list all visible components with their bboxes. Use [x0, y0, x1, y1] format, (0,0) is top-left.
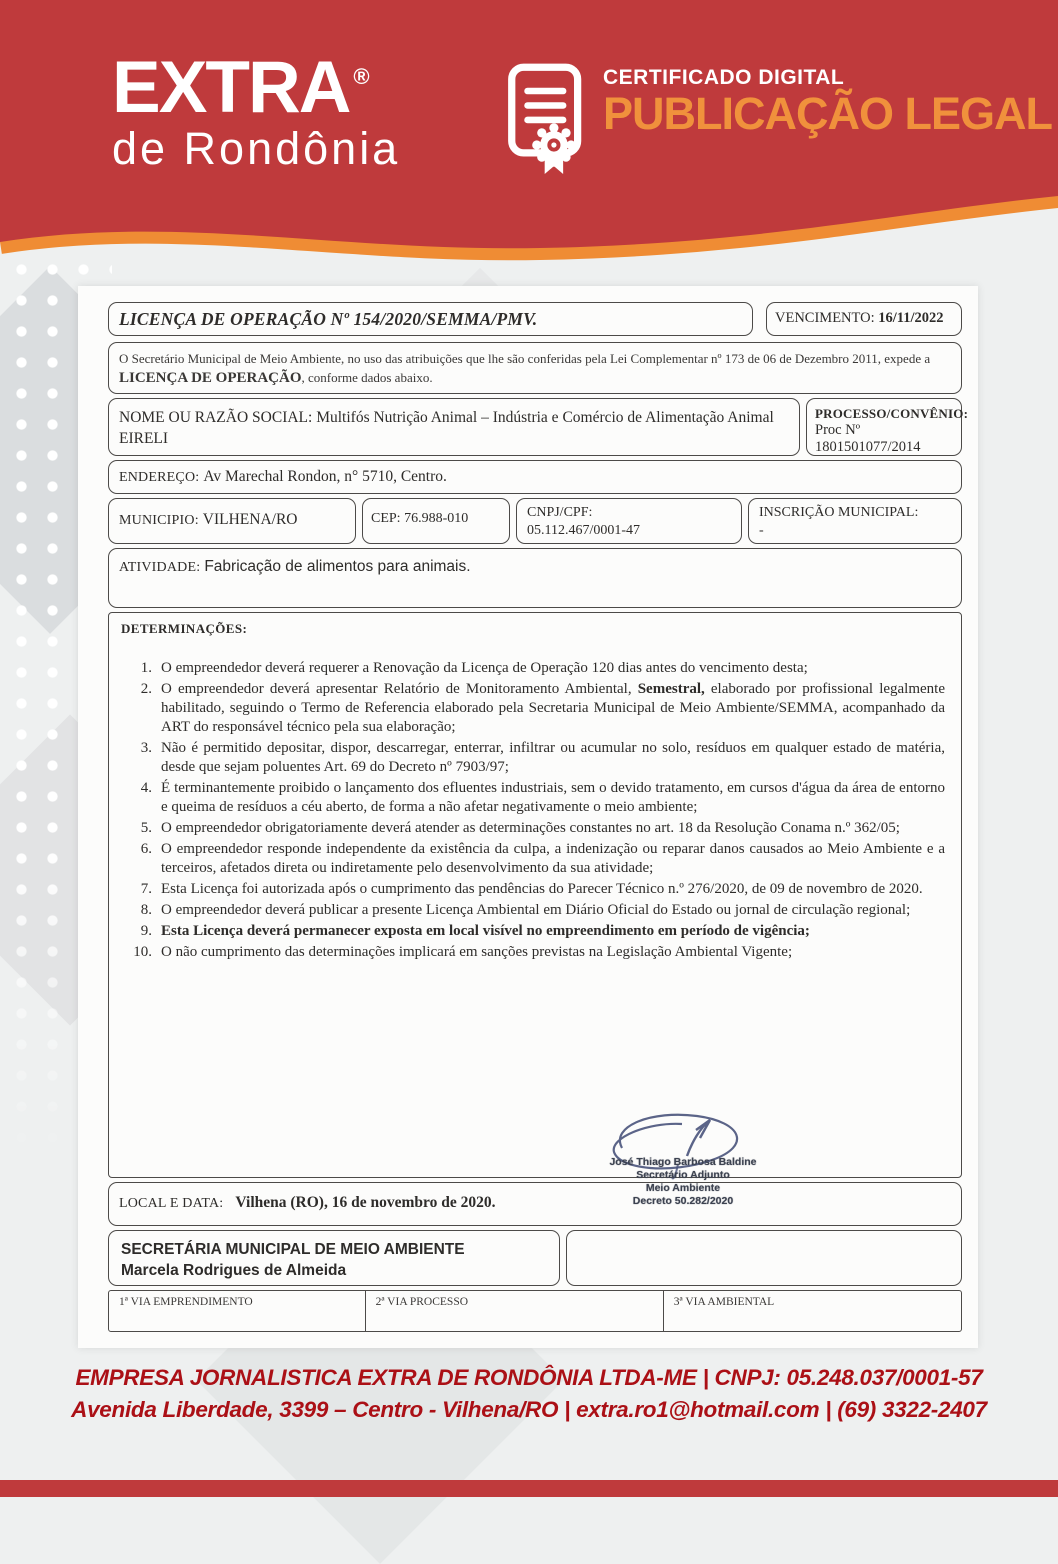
bottom-red-bar — [0, 1480, 1058, 1497]
atividade-label: ATIVIDADE: — [119, 560, 201, 575]
certificate-icon — [505, 62, 587, 174]
intro-text-end: , conforme dados abaixo. — [301, 370, 433, 385]
determinacoes-label: DETERMINAÇÕES: — [121, 621, 248, 636]
determination-item: 6. O empreendedor responde independente da existência da culpa, a indenização ou reparar danos causados ao Meio Ambiente e a terceiros, afetados direta ou indiretamente pelo desenvolvimento da sua atividade; — [140, 841, 945, 876]
determination-item: 3. Não é permitido depositar, dispor, descarregar, enterrar, infiltrar ou acumular no solo, resíduos em qualquer estado de matéria, desde que sejam poluentes Art. 69 do Decreto nº 7903/97; — [140, 740, 945, 775]
secretaria-title: SECRETÁRIA MUNICIPAL DE MEIO AMBIENTE — [121, 1241, 465, 1258]
processo-label: PROCESSO/CONVÊNIO: — [815, 406, 969, 421]
license-title-box — [108, 302, 753, 336]
newspaper-logo — [112, 47, 401, 174]
endereco-value: Av Marechal Rondon, n° 5710, Centro. — [203, 468, 447, 485]
signature-empty-box — [566, 1230, 962, 1286]
vias-box — [108, 1290, 962, 1332]
cep-box — [362, 498, 510, 544]
determination-item: 2. O empreendedor deverá apresentar Relatório de Monitoramento Ambiental, Semestral, elaborado por profissional legalmente habilitado, seguindo o Termo de Referencia elaborado pela Secretaria Municipal de Meio Ambiente/SEMMA, acompanhado da ART do responsável técnico pela sua elaboração; — [140, 681, 945, 735]
local-data-label: LOCAL E DATA: — [119, 1196, 224, 1211]
via-cell: 1ª VIA EMPRENDIMENTO — [119, 1296, 253, 1308]
secretaria-name: Marcela Rodrigues de Almeida — [121, 1262, 347, 1279]
via-cell: 3ª VIA AMBIENTAL — [663, 1291, 961, 1331]
atividade-value: Fabricação de alimentos para animais. — [204, 558, 471, 575]
cnpj-value: 05.112.467/0001-47 — [527, 523, 641, 538]
footer — [0, 1362, 1058, 1426]
logo-title: EXTRA — [112, 47, 350, 128]
municipio-label: MUNICIPIO: — [119, 513, 199, 528]
certificate-digital-label: CERTIFICADO DIGITAL — [603, 66, 845, 89]
determination-item: 10. O não cumprimento das determinações implicará em sanções previstas na Legislação Ambiental Vigente; — [133, 944, 793, 960]
vencimento-label: VENCIMENTO: — [775, 310, 875, 326]
intro-box — [108, 342, 962, 394]
secretaria-box — [108, 1230, 560, 1286]
processo-value: Proc Nº 1801501077/2014 — [815, 422, 921, 455]
logo-subtitle: de Rondônia — [112, 123, 401, 174]
determination-item: 9. Esta Licença deverá permanecer exposta em local visível no empreendimento em período de vigência; — [140, 923, 810, 939]
footer-address-line: Avenida Liberdade, 3399 – Centro - Vilhena/RO | extra.ro1@hotmail.com | (69) 3322-2407 — [71, 1397, 987, 1422]
determination-item: 1. O empreendedor deverá requerer a Renovação da Licença de Operação 120 dias antes do vencimento desta; — [140, 660, 808, 676]
endereco-box — [108, 460, 962, 494]
determinacoes-list — [121, 659, 949, 962]
endereco-label: ENDEREÇO: — [119, 470, 200, 485]
local-data-box — [108, 1182, 962, 1226]
signature-stamp — [568, 1156, 798, 1208]
inscricao-box — [748, 498, 962, 544]
cep-value: 76.988-010 — [404, 511, 469, 526]
razao-social-label: NOME OU RAZÃO SOCIAL: — [119, 409, 313, 426]
cep-label: CEP: — [371, 511, 401, 526]
razao-social-value: Multifós Nutrição Animal – Indústria e Comércio de Alimentação Animal EIRELI — [119, 409, 774, 447]
cnpj-box — [516, 498, 742, 544]
stamp-line: Meio Ambiente — [645, 1182, 721, 1194]
inscricao-value: - — [759, 523, 764, 538]
vencimento-box — [766, 302, 962, 336]
determinacoes-box — [108, 612, 962, 1178]
local-data-value: Vilhena (RO), 16 de novembro de 2020. — [235, 1194, 496, 1211]
determination-item: 7. Esta Licença foi autorizada após o cumprimento das pendências do Parecer Técnico n.º 276/2020, de 09 de novembro de 2020. — [140, 881, 923, 897]
determination-item: 4. É terminantemente proibido o lançamento dos efluentes industriais, sem o devido tratamento, em cursos d'água da área de entorno e queima de resíduos a céu aberto, de forma a não afetar negativamente o meio ambiente; — [140, 780, 945, 815]
razao-social-box — [108, 398, 800, 456]
intro-bold: LICENÇA DE OPERAÇÃO — [119, 370, 302, 386]
municipio-box — [108, 498, 356, 544]
intro-text: O Secretário Municipal de Meio Ambiente, no uso das atribuições que lhe são conferidas pela Lei Complementar nº 173 de 06 de Dezembro 2011, expede a — [119, 351, 931, 366]
processo-box — [806, 398, 969, 456]
determination-item: 8. O empreendedor deverá publicar a presente Licença Ambiental em Diário Oficial do Estado ou jornal de circulação regional; — [140, 902, 911, 918]
via-cell: 2ª VIA PROCESSO — [365, 1291, 663, 1331]
inscricao-label: INSCRIÇÃO MUNICIPAL: — [759, 505, 919, 520]
license-title: LICENÇA DE OPERAÇÃO Nº 154/2020/SEMMA/PMV. — [119, 309, 538, 329]
footer-company-line: EMPRESA JORNALISTICA EXTRA DE RONDÔNIA LTDA-ME | CNPJ: 05.248.037/0001-57 — [75, 1365, 983, 1390]
stamp-line: Secretário Adjunto — [636, 1169, 730, 1181]
municipio-value: VILHENA/RO — [202, 511, 298, 528]
cnpj-label: CNPJ/CPF: — [527, 505, 593, 520]
vencimento-value: 16/11/2022 — [878, 310, 944, 326]
determination-item: 5. O empreendedor obrigatoriamente deverá atender as determinações constantes no art. 18 da Resolução Conama n.º 362/05; — [140, 820, 900, 836]
registered-mark: ® — [353, 64, 370, 89]
digital-certificate-banner — [505, 62, 1052, 174]
atividade-box — [108, 548, 962, 608]
license-document — [78, 286, 978, 1348]
stamp-line: Decreto 50.282/2020 — [632, 1195, 734, 1207]
publicacao-legal-label: PUBLICAÇÃO LEGAL — [603, 88, 1052, 139]
stamp-line: José Thiago Barbosa Baldine — [609, 1156, 757, 1168]
